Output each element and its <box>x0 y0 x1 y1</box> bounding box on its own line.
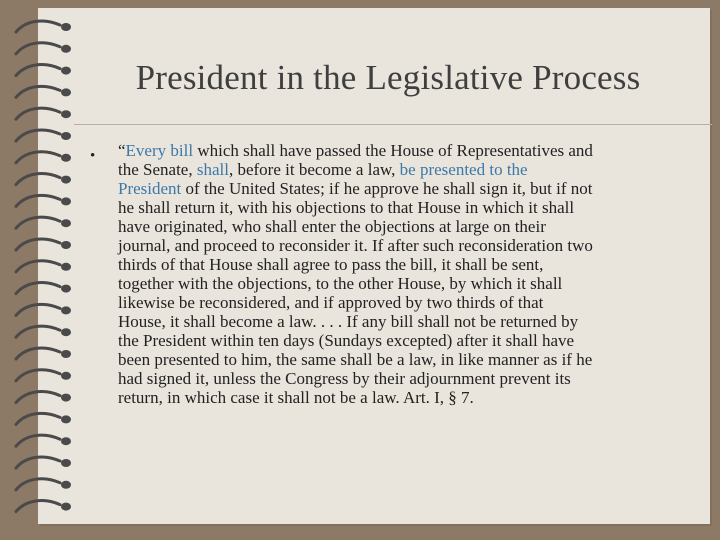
binding-hole <box>61 263 71 271</box>
binding-ring <box>16 108 60 119</box>
binding-hole <box>61 372 71 380</box>
binding-hole <box>61 328 71 336</box>
binding-ring <box>16 326 60 337</box>
title-divider <box>74 124 712 125</box>
quote-highlight: be presented to the President <box>118 160 528 198</box>
binding-hole <box>61 285 71 293</box>
bullet-icon: • <box>90 148 96 164</box>
binding-ring <box>16 239 60 250</box>
binding-ring <box>16 501 60 512</box>
binding-hole <box>61 67 71 75</box>
quote-highlight: Every bill <box>125 141 194 160</box>
binding-hole <box>61 306 71 314</box>
binding-hole <box>61 23 71 31</box>
binding-ring <box>16 348 60 359</box>
binding-ring <box>16 195 60 206</box>
slide-title: President in the Legislative Process <box>135 58 641 97</box>
binding-ring <box>16 86 60 97</box>
binding-ring <box>16 283 60 294</box>
binding-hole <box>61 394 71 402</box>
binding-hole <box>61 45 71 53</box>
binding-hole <box>61 197 71 205</box>
binding-ring <box>16 457 60 468</box>
binding-ring <box>16 21 60 32</box>
binding-ring <box>16 479 60 490</box>
binding-hole <box>61 88 71 96</box>
binding-ring <box>16 174 60 185</box>
quote-text: , before it become a law, <box>228 160 400 179</box>
binding-hole <box>61 415 71 423</box>
quote-text: “ <box>118 141 126 160</box>
binding-hole <box>61 503 71 511</box>
spiral-binding <box>14 10 84 520</box>
binding-ring <box>16 261 60 272</box>
binding-hole <box>61 110 71 118</box>
binding-hole <box>61 176 71 184</box>
binding-ring <box>16 392 60 403</box>
binding-hole <box>61 437 71 445</box>
quote-highlight: shall <box>196 160 229 179</box>
binding-ring <box>16 413 60 424</box>
binding-ring <box>16 435 60 446</box>
binding-ring <box>16 217 60 228</box>
binding-hole <box>61 132 71 140</box>
binding-hole <box>61 241 71 249</box>
binding-ring <box>16 65 60 76</box>
binding-hole <box>61 481 71 489</box>
binding-ring <box>16 43 60 54</box>
constitution-quote <box>118 141 688 407</box>
quote-text: which shall have passed the House of Representatives and the Senate, <box>118 141 593 179</box>
binding-hole <box>61 459 71 467</box>
binding-ring <box>16 152 60 163</box>
quote-text: of the United States; if he approve he shall sign it, but if not he shall return it, with his objections to that House in which it shall have originated, who shall enter the objections at large on their journal, and proceed to reconsider it. If after such reconsideration two thirds of that House shall agree to pass the bill, it shall be sent, together with the objections, to the other House, by which it shall likewise be reconsidered, and if approved by two thirds of that House, it shall become a law. . . . If any bill shall not be returned by the President within ten days (Sundays excepted) after it shall have been presented to him, the same shall be a law, in like manner as if he had signed it, unless the Congress by their adjournment prevent its return, in which case it shall not be a law. Art. I, § 7. <box>118 179 593 407</box>
binding-ring <box>16 370 60 381</box>
binding-ring <box>16 304 60 315</box>
binding-hole <box>61 350 71 358</box>
binding-hole <box>61 219 71 227</box>
binding-ring <box>16 130 60 141</box>
binding-hole <box>61 154 71 162</box>
